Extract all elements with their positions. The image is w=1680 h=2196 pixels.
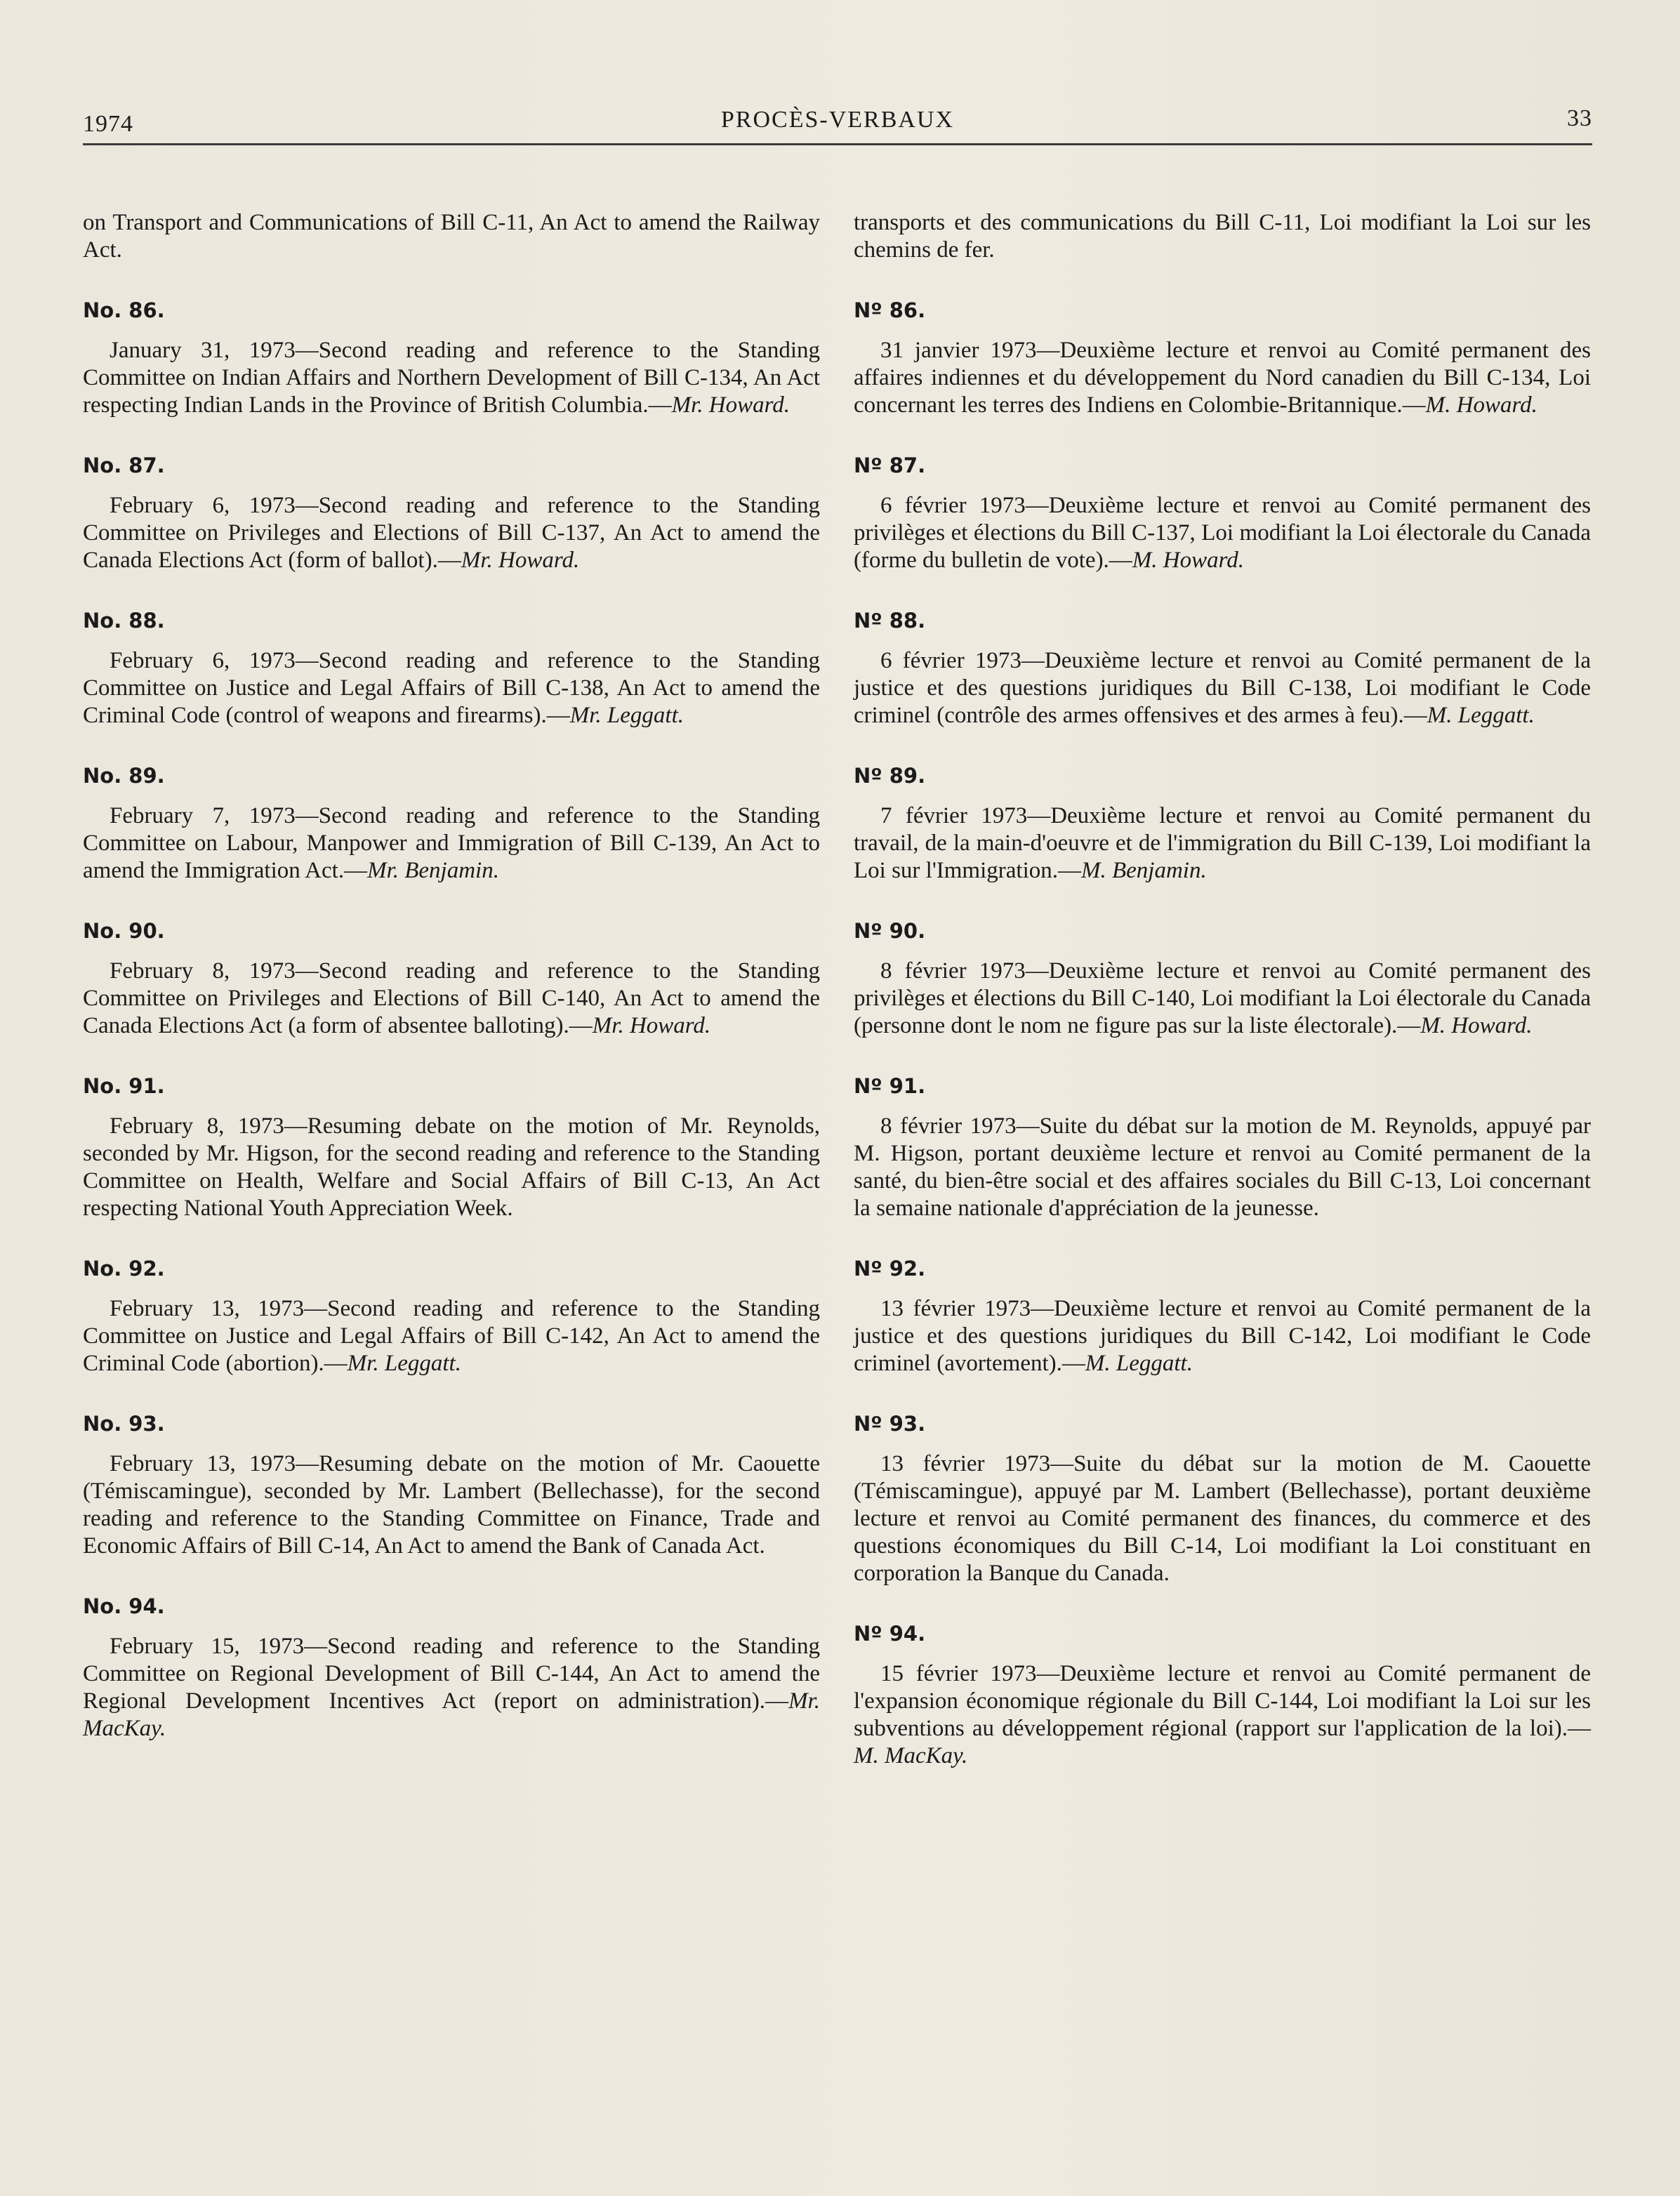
english-entry-90: [83, 918, 820, 1040]
page-number: 33: [1567, 105, 1592, 131]
english-entry-87: [83, 453, 820, 574]
entry-text: 6 février 1973—Deuxième lecture et renvoi au Comité permanent de la justice et des questions juridiques du Bill C-138, Loi modifiant le Code criminel (contrôle des armes offensives et des armes à feu).—M. Leggatt.: [854, 648, 1591, 728]
entry-number: Nº 93.: [854, 1412, 926, 1436]
entry-number: No. 90.: [83, 919, 165, 943]
entry-number: No. 93.: [83, 1412, 165, 1436]
french-entry-86: [854, 298, 1591, 419]
entry-text: 15 février 1973—Deuxième lecture et renvoi au Comité permanent de l'expansion économique régionale du Bill C-144, Loi modifiant la Loi sur les subventions au développement régional (rapport sur l'application de la loi).—M. MacKay.: [854, 1661, 1591, 1768]
entry-sponsor: M. Leggatt.: [1085, 1351, 1193, 1376]
entry-text: February 6, 1973—Second reading and reference to the Standing Committee on Privileges and Elections of Bill C-137, An Act to amend the Canada Elections Act (form of ballot).—Mr. Howard.: [83, 493, 820, 573]
entry-text: 13 février 1973—Deuxième lecture et renvoi au Comité permanent de la justice et des questions juridiques du Bill C-142, Loi modifiant le Code criminel (avortement).—M. Leggatt.: [854, 1296, 1591, 1376]
entry-sponsor: M. Howard.: [1420, 1013, 1533, 1038]
french-entry-93: [854, 1411, 1591, 1587]
english-entry-89: [83, 763, 820, 885]
entry-number: Nº 86.: [854, 298, 926, 322]
entry-text: February 8, 1973—Second reading and reference to the Standing Committee on Privileges and Elections of Bill C-140, An Act to amend the Canada Elections Act (a form of absentee balloting).—Mr. Howard.: [83, 958, 820, 1038]
english-column: [83, 209, 820, 1742]
entry-number: No. 91.: [83, 1074, 165, 1098]
entry-sponsor: M. MacKay.: [854, 1743, 968, 1768]
entry-number: Nº 90.: [854, 919, 926, 943]
entry-text: February 15, 1973—Second reading and reference to the Standing Committee on Regional Development of Bill C-144, An Act to amend the Regional Development Incentives Act (report on administration).—Mr. MacKay.: [83, 1634, 820, 1741]
english-entry-93: [83, 1411, 820, 1560]
entry-sponsor: Mr. Leggatt.: [347, 1351, 461, 1376]
header-year: 1974: [83, 111, 133, 137]
entry-number: Nº 88.: [854, 609, 926, 633]
entry-text: 6 février 1973—Deuxième lecture et renvoi au Comité permanent des privilèges et élections du Bill C-137, Loi modifiant la Loi électorale du Canada (forme du bulletin de vote).—M. Howard.: [854, 493, 1591, 573]
french-entry-92: [854, 1256, 1591, 1377]
entry-sponsor: M. Benjamin.: [1081, 858, 1207, 883]
english-lead-text: on Transport and Communications of Bill C-11, An Act to amend the Railway Act.: [83, 210, 820, 263]
entry-sponsor: M. Leggatt.: [1427, 703, 1535, 728]
entry-text: February 7, 1973—Second reading and reference to the Standing Committee on Labour, Manpower and Immigration of Bill C-139, An Act to amend the Immigration Act.—Mr. Benjamin.: [83, 803, 820, 883]
english-entry-86: [83, 298, 820, 419]
english-entry-94: [83, 1594, 820, 1742]
french-entry-90: [854, 918, 1591, 1040]
entry-text: February 13, 1973—Resuming debate on the motion of Mr. Caouette (Témiscamingue), seconded by Mr. Lambert (Bellechasse), for the second reading and reference to the Standing Committee on Finance, Trade and Economic Affairs of Bill C-14, An Act to amend the Bank of Canada Act.: [83, 1451, 820, 1559]
entry-number: No. 88.: [83, 609, 165, 633]
entry-sponsor: M. Howard.: [1425, 392, 1537, 418]
entry-number: Nº 89.: [854, 764, 926, 788]
french-lead-text: transports et des communications du Bill C-11, Loi modifiant la Loi sur les chemins de fer.: [854, 210, 1591, 263]
entry-number: No. 87.: [83, 454, 165, 477]
entry-text: 7 février 1973—Deuxième lecture et renvoi au Comité permanent du travail, de la main-d'oeuvre et de l'immigration du Bill C-139, Loi modifiant la Loi sur l'Immigration.—M. Benjamin.: [854, 803, 1591, 883]
entry-number: Nº 87.: [854, 454, 926, 477]
entry-sponsor: M. Howard.: [1132, 548, 1245, 573]
entry-text: 31 janvier 1973—Deuxième lecture et renvoi au Comité permanent des affaires indiennes et du développement du Nord canadien du Bill C-134, Loi concernant les terres des Indiens en Colombie-Britannique.—M. Howard.: [854, 338, 1591, 418]
entry-number: Nº 92.: [854, 1257, 926, 1281]
entry-text: 8 février 1973—Deuxième lecture et renvoi au Comité permanent des privilèges et élections du Bill C-140, Loi modifiant la Loi électorale du Canada (personne dont le nom ne figure pas sur la liste électorale).—M. Howard.: [854, 958, 1591, 1038]
entry-number: Nº 94.: [854, 1622, 926, 1646]
french-entry-94: [854, 1621, 1591, 1770]
entry-sponsor: Mr. Howard.: [671, 392, 790, 418]
running-head: [83, 104, 1592, 145]
entry-sponsor: Mr. Howard.: [461, 548, 580, 573]
entry-sponsor: Mr. Benjamin.: [367, 858, 499, 883]
entry-text: 8 février 1973—Suite du débat sur la motion de M. Reynolds, appuyé par M. Higson, portant deuxième lecture et renvoi au Comité permanent de la santé, du bien-être social et des affaires sociales du Bill C-13, Loi concernant la semaine nationale d'appréciation de la jeunesse.: [854, 1113, 1591, 1221]
entry-text: February 8, 1973—Resuming debate on the motion of Mr. Reynolds, seconded by Mr. Higson, for the second reading and reference to the Standing Committee on Health, Welfare and Social Affairs of Bill C-13, An Act respecting National Youth Appreciation Week.: [83, 1113, 820, 1221]
entry-text: February 13, 1973—Second reading and reference to the Standing Committee on Justice and Legal Affairs of Bill C-142, An Act to amend the Criminal Code (abortion).—Mr. Leggatt.: [83, 1296, 820, 1376]
entry-number: Nº 91.: [854, 1074, 926, 1098]
entry-sponsor: Mr. Howard.: [592, 1013, 711, 1038]
header-title: PROCÈS-VERBAUX: [720, 107, 955, 133]
french-entry-91: [854, 1073, 1591, 1222]
entry-sponsor: Mr. Leggatt.: [569, 703, 684, 728]
entry-number: No. 86.: [83, 298, 165, 322]
entry-sponsor: Mr. MacKay.: [83, 1688, 820, 1741]
entry-text: February 6, 1973—Second reading and reference to the Standing Committee on Justice and Legal Affairs of Bill C-138, An Act to amend the Criminal Code (control of weapons and firearms).—Mr. Leggatt.: [83, 648, 820, 728]
english-entry-92: [83, 1256, 820, 1377]
entry-number: No. 94.: [83, 1594, 165, 1618]
french-entry-88: [854, 608, 1591, 729]
english-entry-88: [83, 608, 820, 729]
entry-text: 13 février 1973—Suite du débat sur la motion de M. Caouette (Témiscamingue), appuyé par M. Lambert (Bellechasse), portant deuxième lecture et renvoi au Comité permanent des finances, du commerce et des questions économiques du Bill C-14, Loi modifiant la Loi constituant en corporation la Banque du Canada.: [854, 1451, 1591, 1586]
entry-text: January 31, 1973—Second reading and reference to the Standing Committee on Indian Affairs and Northern Development of Bill C-134, An Act respecting Indian Lands in the Province of British Columbia.—Mr. Howard.: [83, 338, 820, 418]
french-column: [854, 209, 1591, 1770]
entry-number: No. 89.: [83, 764, 165, 788]
english-entry-91: [83, 1073, 820, 1222]
french-entry-89: [854, 763, 1591, 885]
entry-number: No. 92.: [83, 1257, 165, 1281]
french-entry-87: [854, 453, 1591, 574]
